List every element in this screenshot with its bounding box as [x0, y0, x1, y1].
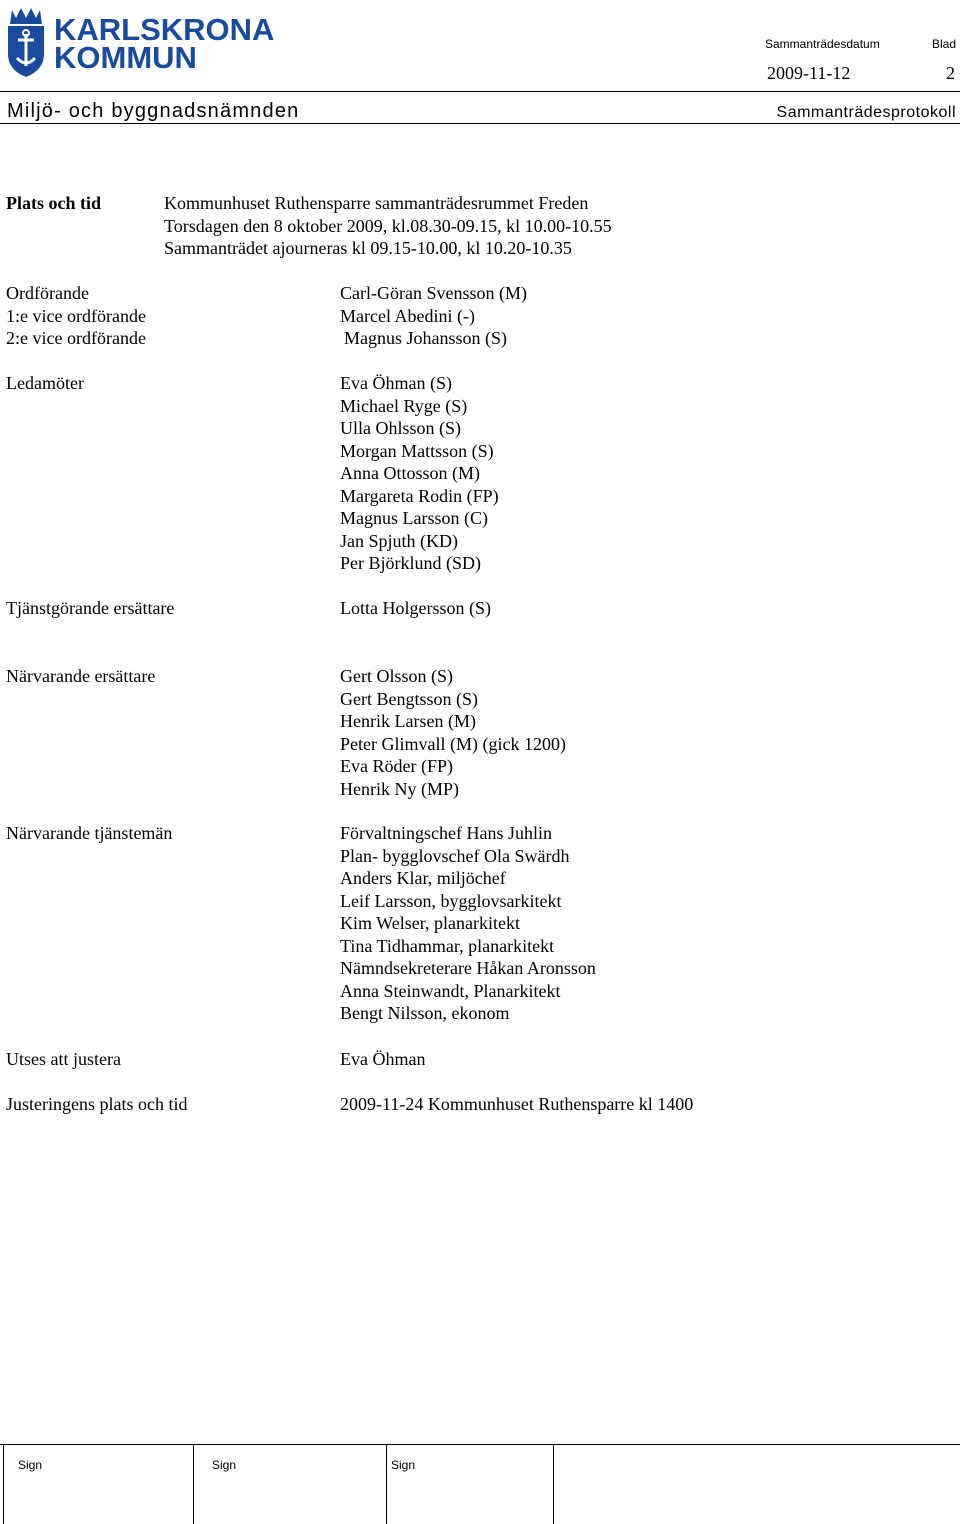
signature-3-label: Sign [391, 1458, 416, 1472]
page-number: 2 [946, 63, 955, 83]
official-name: Nämndsekreterare Håkan Aronsson [340, 958, 596, 978]
member-name: Per Björklund (SD) [340, 553, 481, 573]
vice-chair-2-name: Magnus Johansson (S) [344, 328, 508, 348]
header-rule-top [0, 91, 960, 92]
members-list [340, 372, 499, 575]
signature-1-label: Sign [18, 1458, 43, 1472]
official-name: Anna Steinwandt, Planarkitekt [340, 980, 561, 1001]
signature-table [0, 1444, 960, 1524]
header-rule-bottom [0, 123, 960, 124]
chair-name: Carl-Göran Svensson (M) [340, 283, 527, 303]
present-officials-label: Närvarande tjänstemän [6, 823, 173, 843]
official-name: Tina Tidhammar, planarkitekt [340, 935, 555, 956]
place-time-block [164, 192, 612, 260]
substitute-name: Henrik Larsen (M) [340, 711, 476, 731]
place-time-line: Sammanträdet ajourneras kl 09.15-10.00, kl 10.20-10.35 [164, 238, 572, 258]
meeting-date: 2009-11-12 [767, 63, 851, 83]
present-substitutes-list [340, 665, 566, 800]
vice-chair-1-role: 1:e vice ordförande [6, 305, 146, 326]
serving-substitute-name: Lotta Holgersson (S) [340, 598, 491, 618]
adjustment-label: Justeringens plats och tid [6, 1094, 188, 1114]
member-name: Eva Öhman (S) [340, 373, 452, 393]
official-name: Anders Klar, miljöchef [340, 868, 506, 888]
signature-divider [193, 1444, 194, 1524]
serving-substitutes-label: Tjänstgörande ersättare [6, 598, 175, 618]
signature-table-top-border [0, 1444, 960, 1445]
member-name: Morgan Mattsson (S) [340, 440, 494, 461]
signature-divider [553, 1444, 554, 1524]
document-type: Sammanträdesprotokoll [776, 104, 956, 121]
place-time-line: Torsdagen den 8 oktober 2009, kl.08.30-09.15, kl 10.00-10.55 [164, 215, 612, 236]
chair-roles [6, 282, 146, 350]
official-name: Leif Larsson, bygglovsarkitekt [340, 890, 562, 911]
official-name: Kim Welser, planarkitekt [340, 913, 520, 933]
vice-chair-1-name: Marcel Abedini (-) [340, 305, 475, 326]
signature-2-label: Sign [212, 1458, 237, 1472]
chair-names [340, 282, 527, 350]
place-time-label: Plats och tid [6, 193, 102, 213]
board-name: Miljö- och byggnadsnämnden [7, 100, 300, 122]
member-name: Anna Ottosson (M) [340, 463, 480, 483]
member-name: Michael Ryge (S) [340, 395, 468, 416]
member-name: Jan Spjuth (KD) [340, 530, 458, 551]
page-label: Blad [932, 37, 957, 51]
member-name: Magnus Larsson (C) [340, 508, 488, 528]
place-time-line: Kommunhuset Ruthensparre sammanträdesrummet Freden [164, 193, 589, 213]
substitute-name: Peter Glimvall (M) (gick 1200) [340, 733, 566, 754]
member-name: Ulla Ohlsson (S) [340, 418, 461, 438]
chair-role: Ordförande [6, 283, 89, 303]
coat-of-arms-icon [4, 4, 48, 78]
member-name: Margareta Rodin (FP) [340, 485, 499, 506]
official-name: Förvaltningschef Hans Juhlin [340, 823, 552, 843]
official-name: Bengt Nilsson, ekonom [340, 1003, 510, 1023]
adjustment-value: 2009-11-24 Kommunhuset Ruthensparre kl 1400 [340, 1094, 694, 1114]
substitute-name: Gert Bengtsson (S) [340, 688, 478, 709]
substitute-name: Eva Röder (FP) [340, 756, 453, 776]
substitute-name: Gert Olsson (S) [340, 666, 453, 686]
date-label: Sammanträdesdatum [765, 37, 880, 51]
vice-chair-2-role: 2:e vice ordförande [6, 328, 146, 348]
signature-divider [3, 1444, 4, 1524]
members-label: Ledamöter [6, 373, 84, 393]
substitute-name: Henrik Ny (MP) [340, 778, 459, 799]
signature-divider [386, 1444, 387, 1524]
logo-line1: KARLSKRONA [54, 12, 275, 47]
karlskrona-logo [4, 4, 304, 82]
adjuster-label: Utses att justera [6, 1049, 121, 1069]
present-substitutes-label: Närvarande ersättare [6, 666, 156, 686]
logo-line2: KOMMUN [54, 40, 197, 75]
official-name: Plan- bygglovschef Ola Swärdh [340, 845, 570, 866]
adjuster-name: Eva Öhman [340, 1049, 426, 1069]
present-officials-list [340, 822, 596, 1025]
